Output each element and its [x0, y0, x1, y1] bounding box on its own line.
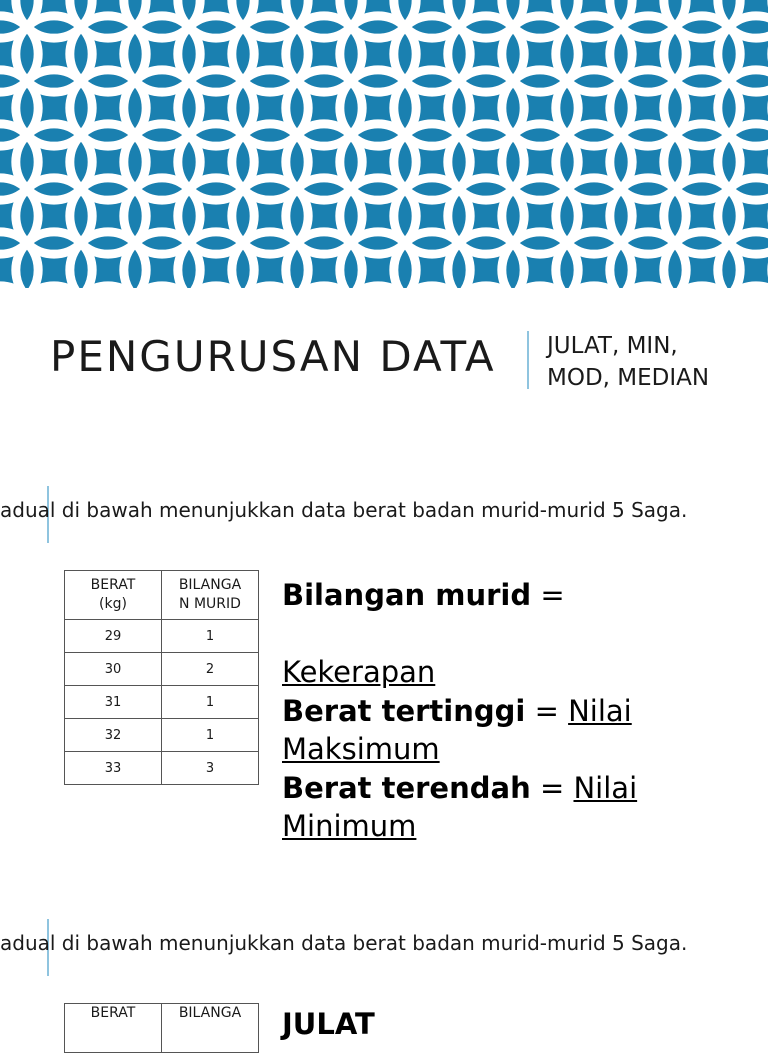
maksimum-term: Maksimum	[282, 732, 440, 766]
cell-bilangan: 3	[162, 752, 259, 785]
table-body	[65, 620, 259, 785]
definition-maksimum	[282, 730, 762, 769]
nilai-term: Nilai	[568, 693, 632, 728]
julat-heading: JULAT	[282, 1007, 375, 1041]
circle-pattern-graphic	[0, 0, 768, 288]
berat-terendah-label: Berat terendah	[282, 770, 531, 805]
cell-berat: 33	[65, 752, 162, 785]
cell-berat: 31	[65, 686, 162, 719]
header-bilangan-line2: N MURID	[179, 596, 241, 612]
header-berat-line1: BERAT	[90, 1005, 136, 1021]
slide-title: PENGURUSAN DATA	[50, 332, 496, 381]
definition-kekerapan	[282, 653, 762, 692]
weight-table-partial	[64, 1003, 259, 1053]
header-bilangan-line1: BILANGA	[178, 1005, 242, 1021]
definition-minimum	[282, 807, 762, 846]
intro-text: adual di bawah menunjukkan data berat badan murid-murid 5 Saga.	[0, 498, 688, 522]
berat-tertinggi-label: Berat tertinggi	[282, 693, 526, 728]
header-bilangan-line1: BILANGA	[178, 577, 242, 593]
cell-berat: 30	[65, 653, 162, 686]
table-row	[65, 719, 259, 752]
kekerapan-term: Kekerapan	[282, 655, 436, 689]
cell-berat: 32	[65, 719, 162, 752]
table-row	[65, 653, 259, 686]
nilai-term: Nilai	[573, 770, 638, 805]
equals-sign: =	[534, 693, 559, 728]
header-berat	[65, 1004, 162, 1053]
intro-text: adual di bawah menunjukkan data berat badan murid-murid 5 Saga.	[0, 931, 688, 955]
subtitle-line-1: JULAT, MIN,	[547, 333, 678, 359]
weight-table	[64, 570, 259, 785]
cell-berat: 29	[65, 620, 162, 653]
cell-bilangan: 1	[162, 719, 259, 752]
definitions-panel	[282, 576, 762, 846]
equals-sign: =	[539, 770, 565, 805]
definition-tertinggi	[282, 692, 762, 731]
header-berat-line2: (kg)	[99, 596, 127, 612]
cell-bilangan: 1	[162, 620, 259, 653]
definition-terendah	[282, 769, 762, 808]
slide-subtitle	[547, 330, 709, 394]
table-header-row	[65, 1004, 259, 1053]
header-bilangan-murid	[162, 571, 259, 620]
header-berat-line1: BERAT	[90, 577, 136, 593]
blank-line	[282, 615, 762, 654]
table-row	[65, 752, 259, 785]
table-row	[65, 686, 259, 719]
definition-bilangan	[282, 576, 762, 615]
header-bilangan-murid	[162, 1004, 259, 1053]
header-berat	[65, 571, 162, 620]
title-divider	[527, 331, 529, 389]
bilangan-murid-label: Bilangan murid	[282, 578, 532, 612]
cell-bilangan: 1	[162, 686, 259, 719]
minimum-term: Minimum	[282, 809, 417, 843]
equals-sign: =	[540, 578, 565, 612]
decorative-banner	[0, 0, 768, 288]
cell-bilangan: 2	[162, 653, 259, 686]
table-row	[65, 620, 259, 653]
subtitle-line-2: MOD, MEDIAN	[547, 365, 710, 391]
table-header-row	[65, 571, 259, 620]
